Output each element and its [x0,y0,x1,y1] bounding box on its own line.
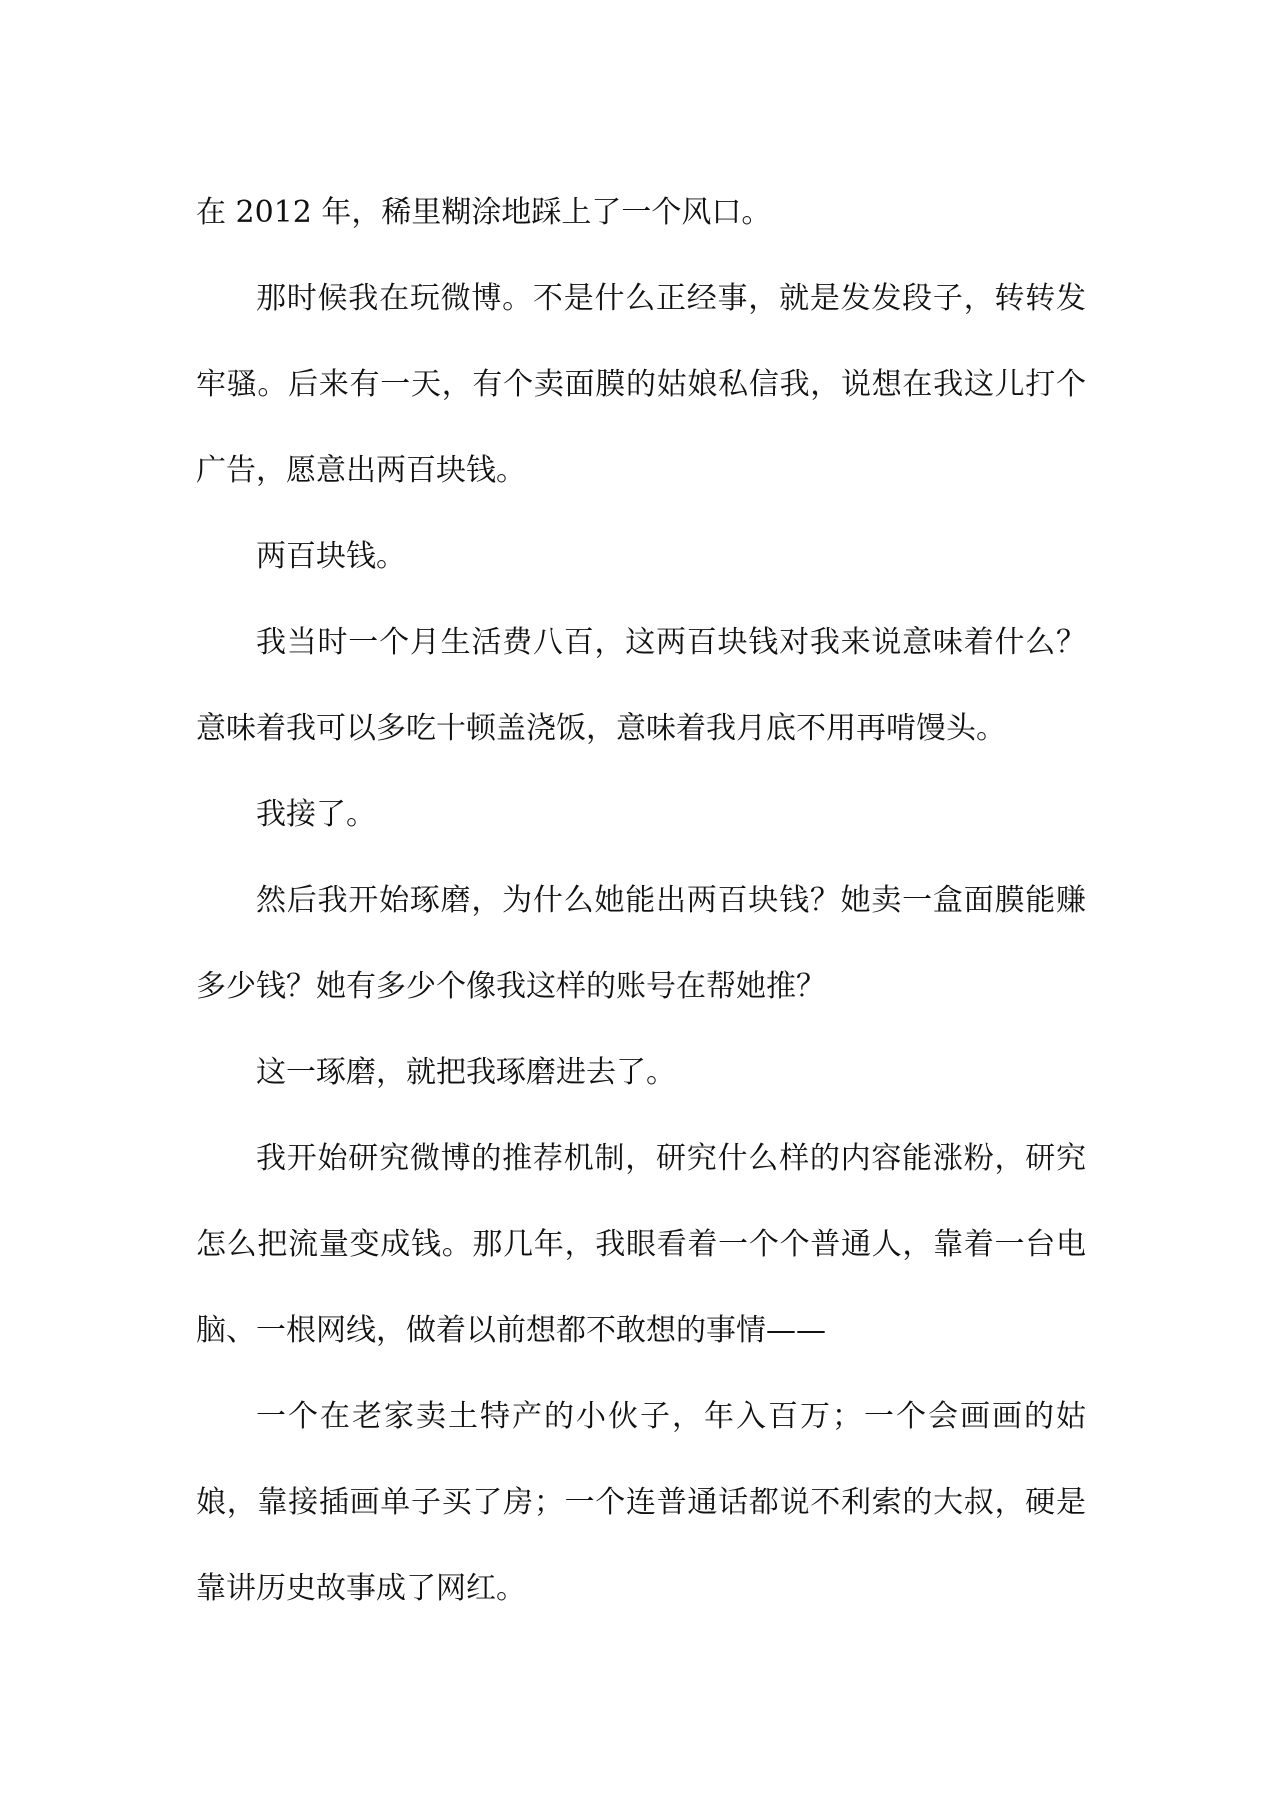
paragraph-6: 然后我开始琢磨，为什么她能出两百块钱？她卖一盒面膜能赚多少钱？她有多少个像我这样的账号在帮她推？ [196,883,1086,1004]
paragraph-9: 一个在老家卖土特产的小伙子，年入百万；一个会画画的姑娘，靠接插画单子买了房；一个连普通话都说不利索的大叔，硬是靠讲历史故事成了网红。 [196,1399,1086,1606]
body-text [196,170,1086,1632]
paragraph-1: 在 2012 年，稀里糊涂地踩上了一个风口。 [196,195,772,230]
paragraph-3: 两百块钱。 [256,539,406,574]
paragraph-5: 我接了。 [256,797,376,832]
paragraph-8: 我开始研究微博的推荐机制，研究什么样的内容能涨粉，研究怎么把流量变成钱。那几年，我眼看着一个个普通人，靠着一台电脑、一根网线，做着以前想都不敢想的事情—— [196,1141,1086,1348]
paragraph-4: 我当时一个月生活费八百，这两百块钱对我来说意味着什么？意味着我可以多吃十顿盖浇饭，意味着我月底不用再啃馒头。 [196,625,1086,746]
paragraph-7: 这一琢磨，就把我琢磨进去了。 [256,1055,676,1090]
paragraph-2: 那时候我在玩微博。不是什么正经事，就是发发段子，转转发牢骚。后来有一天，有个卖面膜的姑娘私信我，说想在我这儿打个广告，愿意出两百块钱。 [196,281,1086,488]
